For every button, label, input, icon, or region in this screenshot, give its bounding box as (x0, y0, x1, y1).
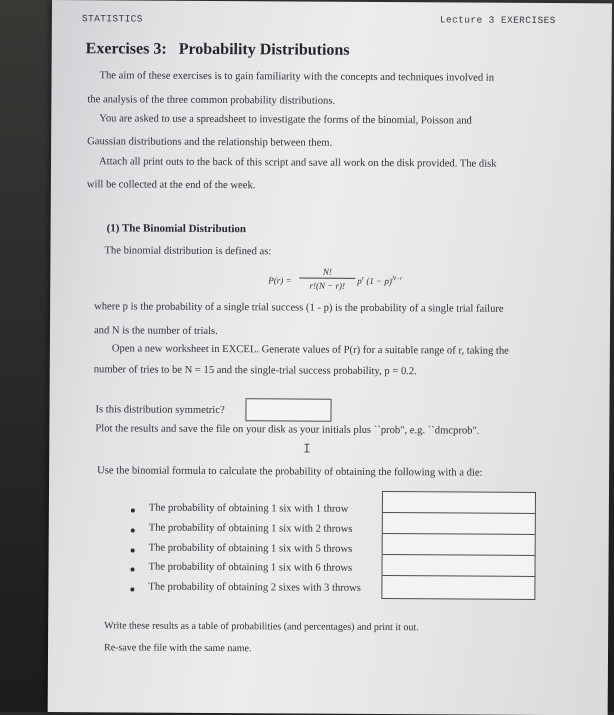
where-line-4: number of tries to be N = 15 and the single-trial success probability, p = 0.2. (93, 364, 417, 378)
formula-numerator: N! (322, 266, 332, 277)
list-item: The probability of obtaining 1 six with 1 throw (148, 502, 349, 515)
where-line-1: where p is the probability of a single trial success (1 - p) is the probability of a single trial failure (94, 301, 504, 315)
text-cursor-icon: I (303, 441, 311, 456)
page-title: Exercises 3: Probability Distributions (85, 40, 350, 59)
list-item: The probability of obtaining 1 six with 2 throws (148, 522, 353, 535)
bullet-icon (130, 587, 134, 591)
section-heading: (1) The Binomial Distribution (106, 222, 247, 236)
definition-text: The binomial distribution is defined as: (104, 245, 272, 258)
list-item: The probability of obtaining 1 six with 5 throws (148, 542, 353, 555)
answer-cell-5[interactable] (382, 576, 534, 597)
fraction-bar (299, 278, 355, 279)
intro-line-5: Attach all print outs to the back of this script and save all work on the disk provided. The disk (98, 156, 497, 170)
bullet-icon (131, 567, 135, 571)
formula-p (357, 276, 402, 286)
symmetric-question: Is this distribution symmetric? (95, 404, 225, 417)
where-line-2: and N is the number of trials. (93, 325, 218, 338)
intro-line-1: The aim of these exercises is to gain familiarity with the concepts and techniques involved in (99, 70, 495, 84)
answer-cell-3[interactable] (383, 534, 535, 556)
answer-cell-1[interactable] (383, 492, 535, 514)
answer-table (381, 491, 536, 600)
header-subject: STATISTICS (81, 13, 143, 25)
intro-line-3: You are asked to use a spreadsheet to investigate the forms of the binomial, Poisson and (99, 113, 472, 127)
resave-text: Re-save the file with the same name. (104, 642, 252, 655)
worksheet-page (48, 0, 612, 715)
list-item: The probability of obtaining 2 sixes with 3 throws (148, 581, 361, 594)
answer-cell-4[interactable] (382, 555, 534, 577)
formula-rhs: p (357, 275, 362, 286)
bullet-icon (131, 528, 135, 532)
intro-line-4: Gaussian distributions and the relationship between them. (87, 136, 333, 149)
header-lecture: Lecture 3 EXERCISES (439, 14, 556, 27)
formula-rhs-exp: r (361, 275, 365, 282)
formula-denominator: r!(N − r)! (309, 280, 346, 291)
intro-line-2: the analysis of the three common probability distributions. (87, 94, 336, 107)
answer-cell-2[interactable] (383, 513, 535, 535)
write-results-text: Write these results as a table of probabilities (and percentages) and print it out. (104, 620, 419, 634)
bullet-icon (131, 548, 135, 552)
symmetric-answer-box[interactable] (245, 398, 331, 422)
list-item: The probability of obtaining 1 six with 6 throws (148, 561, 353, 574)
formula-lhs: P(r) = (268, 275, 292, 286)
bullet-icon (131, 508, 135, 512)
where-line-3: Open a new worksheet in EXCEL. Generate values of P(r) for a suitable range of r, taking the (111, 343, 509, 357)
use-formula-instructions: Use the binomial formula to calculate the probability of obtaining the following with a die: (97, 465, 483, 479)
plot-instructions: Plot the results and save the file on your disk as your initials plus ``prob", e.g. ``dmcprob". (95, 423, 480, 437)
formula-rhs-tail: (1 − p) (364, 275, 392, 287)
intro-line-6: will be collected at the end of the week. (86, 179, 256, 192)
formula-tail-exp: N−r (391, 276, 403, 283)
